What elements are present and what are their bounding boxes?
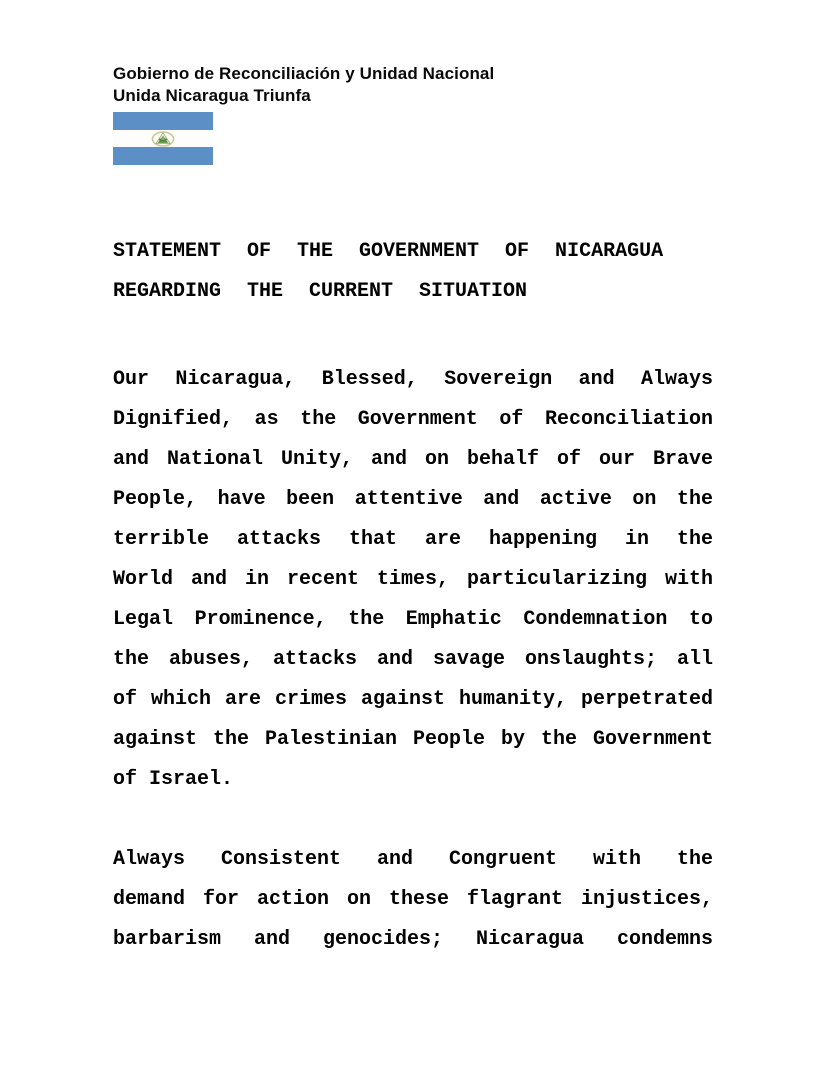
text-line: of which are crimes against humanity, perpetrated <box>113 688 713 711</box>
nicaragua-flag-icon <box>113 112 213 165</box>
paragraph <box>113 840 713 960</box>
text-line: and National Unity, and on behalf of our Brave <box>113 448 713 471</box>
document-title <box>113 232 753 312</box>
text-line: Dignified, as the Government of Reconciliation <box>113 408 713 431</box>
letterhead-line2: Unida Nicaragua Triunfa <box>113 86 311 105</box>
document-body <box>113 360 713 1000</box>
text-line: against the Palestinian People by the Government <box>113 728 713 751</box>
paragraph <box>113 360 713 800</box>
title-line: REGARDING THE CURRENT SITUATION <box>113 280 528 303</box>
text-line: demand for action on these flagrant injustices, <box>113 888 713 911</box>
nicaragua-coat-of-arms-icon <box>151 130 175 147</box>
text-line: People, have been attentive and active on the <box>113 488 713 511</box>
flag-stripe-bottom <box>113 147 213 165</box>
title-line: STATEMENT OF THE GOVERNMENT OF NICARAGUA <box>113 240 664 263</box>
flag-stripe-middle <box>113 130 213 148</box>
text-line: barbarism and genocides; Nicaragua condemns <box>113 928 713 951</box>
text-line: Our Nicaragua, Blessed, Sovereign and Always <box>113 368 713 391</box>
text-line: the abuses, attacks and savage onslaughts; all <box>113 648 713 671</box>
text-line: Always Consistent and Congruent with the <box>113 848 713 871</box>
text-line: of Israel. <box>113 768 234 791</box>
text-line: World and in recent times, particularizing with <box>113 568 713 591</box>
letterhead <box>113 63 494 107</box>
letterhead-line1: Gobierno de Reconciliación y Unidad Nacional <box>113 64 495 83</box>
text-line: terrible attacks that are happening in the <box>113 528 713 551</box>
flag-stripe-top <box>113 112 213 130</box>
text-line: Legal Prominence, the Emphatic Condemnation to <box>113 608 713 631</box>
